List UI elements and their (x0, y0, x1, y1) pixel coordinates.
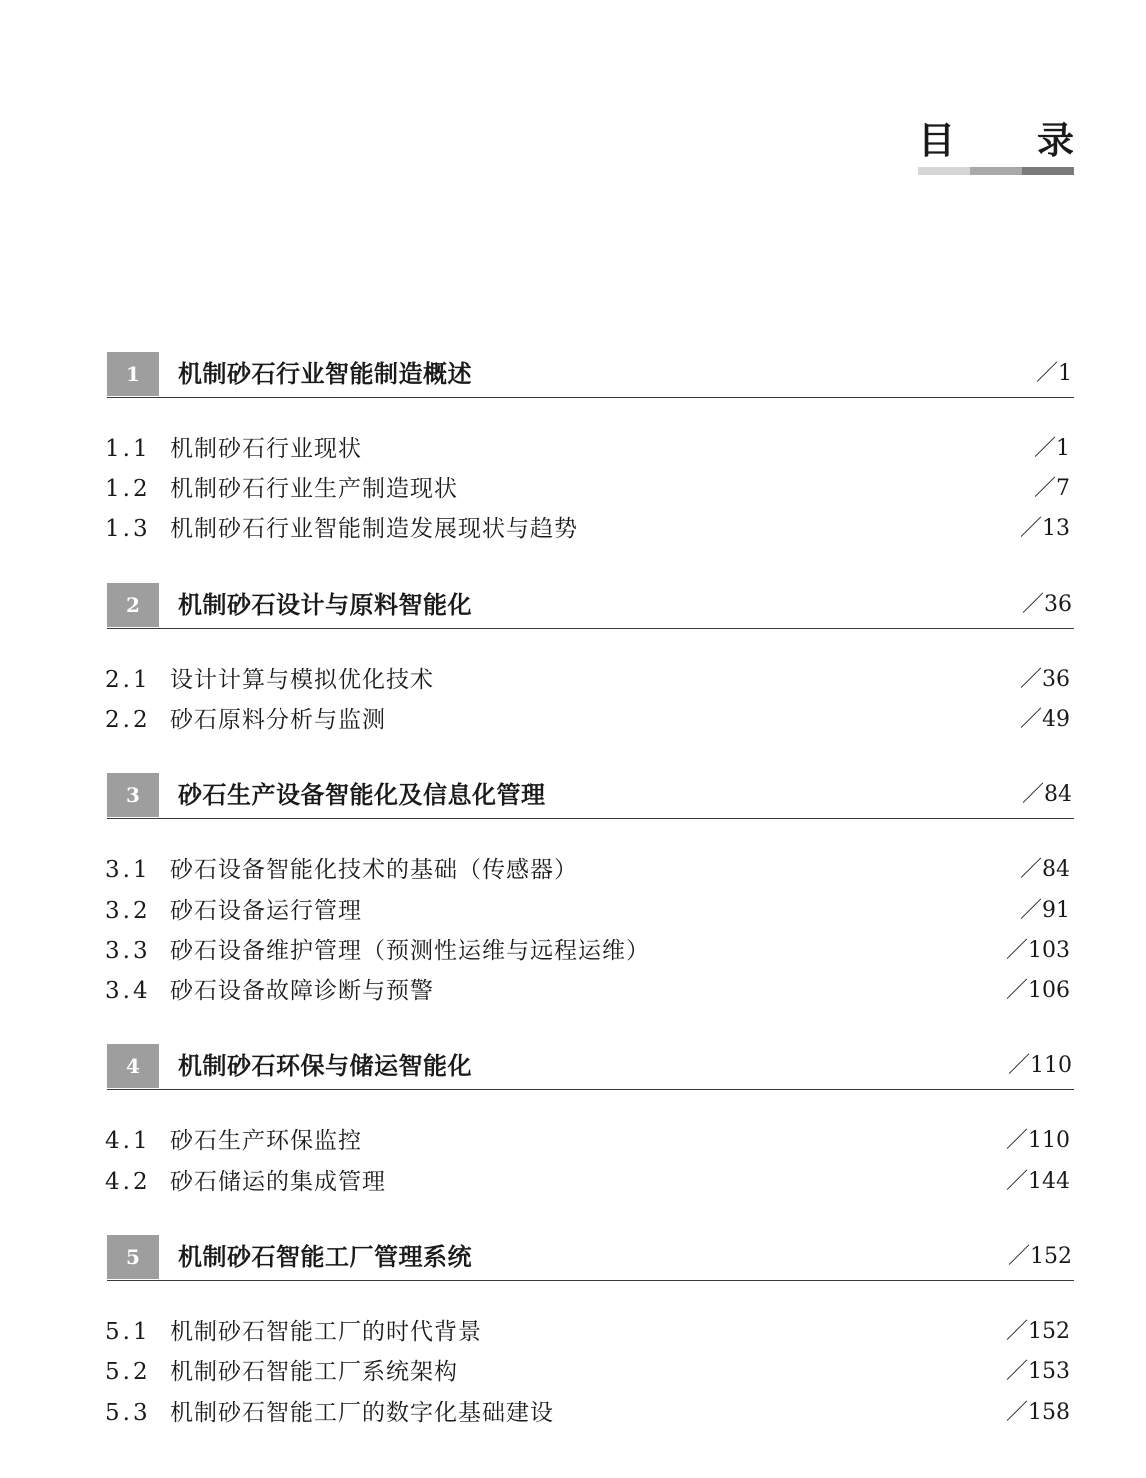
section-number: 5.2 (105, 1359, 151, 1385)
section-title: 砂石设备维护管理（预测性运维与远程运维） (170, 938, 650, 964)
section-page-number: ／1 (1034, 436, 1070, 461)
section-title: 砂石设备智能化技术的基础（传感器） (170, 857, 578, 883)
toc-section-entry[interactable] (105, 893, 1074, 929)
toc-section-entry[interactable] (105, 511, 1074, 547)
section-title: 机制砂石行业生产制造现状 (170, 476, 458, 502)
section-number: 3.3 (105, 938, 151, 964)
section-page-number: ／49 (1020, 707, 1070, 732)
page-title (918, 112, 1074, 162)
section-title: 砂石原料分析与监测 (170, 707, 386, 733)
toc-section-entry[interactable] (105, 1354, 1074, 1390)
section-title: 机制砂石行业智能制造发展现状与趋势 (170, 516, 578, 542)
toc-section-entry[interactable] (105, 662, 1074, 698)
toc-section-entry[interactable] (105, 1123, 1074, 1159)
chapter-title: 砂石生产设备智能化及信息化管理 (178, 781, 546, 809)
chapter-title: 机制砂石设计与原料智能化 (178, 591, 472, 619)
toc-section-entry[interactable] (105, 1164, 1074, 1200)
section-title: 机制砂石智能工厂系统架构 (170, 1359, 458, 1385)
title-underline-bar (918, 167, 1074, 175)
chapter-number-badge: 3 (107, 773, 159, 817)
section-number: 2.2 (105, 707, 151, 733)
chapter-heading-3[interactable] (107, 773, 1074, 819)
toc-section-entry[interactable] (105, 1395, 1074, 1431)
section-page-number: ／153 (1006, 1359, 1070, 1384)
title-bar-segment-dark (1022, 167, 1074, 175)
chapter-title: 机制砂石行业智能制造概述 (178, 360, 472, 388)
toc-section-entry[interactable] (105, 852, 1074, 888)
section-number: 1.3 (105, 516, 151, 542)
toc-section-entry[interactable] (105, 933, 1074, 969)
section-number: 5.3 (105, 1400, 151, 1426)
chapter-heading-4[interactable] (107, 1044, 1074, 1090)
page-title-char-1: 目 (918, 119, 955, 162)
chapter-number-badge: 5 (107, 1235, 159, 1279)
section-page-number: ／36 (1020, 667, 1070, 692)
section-title: 机制砂石智能工厂的时代背景 (170, 1319, 482, 1345)
section-title: 砂石储运的集成管理 (170, 1169, 386, 1195)
toc-section-entry[interactable] (105, 1314, 1074, 1350)
section-page-number: ／144 (1006, 1169, 1070, 1194)
section-title: 设计计算与模拟优化技术 (170, 667, 434, 693)
section-page-number: ／91 (1020, 898, 1070, 923)
page-title-char-2: 录 (1037, 119, 1074, 162)
chapter-page-number: ／36 (1022, 592, 1072, 617)
chapter-heading-1[interactable] (107, 352, 1074, 398)
section-number: 4.2 (105, 1169, 151, 1195)
section-title: 机制砂石智能工厂的数字化基础建设 (170, 1400, 554, 1426)
section-number: 4.1 (105, 1128, 151, 1154)
toc-section-entry[interactable] (105, 702, 1074, 738)
section-title: 砂石设备运行管理 (170, 898, 362, 924)
section-number: 5.1 (105, 1319, 151, 1345)
toc-section-entry[interactable] (105, 431, 1074, 467)
section-title: 砂石设备故障诊断与预警 (170, 978, 434, 1004)
section-page-number: ／106 (1006, 978, 1070, 1003)
section-page-number: ／7 (1034, 476, 1070, 501)
toc-section-entry[interactable] (105, 471, 1074, 507)
section-page-number: ／158 (1006, 1400, 1070, 1425)
section-title: 砂石生产环保监控 (170, 1128, 362, 1154)
chapter-number-badge: 4 (107, 1044, 159, 1088)
chapter-page-number: ／84 (1022, 782, 1072, 807)
section-number: 3.2 (105, 898, 151, 924)
section-page-number: ／84 (1020, 857, 1070, 882)
section-number: 1.2 (105, 476, 151, 502)
chapter-page-number: ／152 (1008, 1244, 1072, 1269)
chapter-page-number: ／110 (1008, 1053, 1072, 1078)
toc-section-entry[interactable] (105, 973, 1074, 1009)
section-title: 机制砂石行业现状 (170, 436, 362, 462)
chapter-title: 机制砂石环保与储运智能化 (178, 1052, 472, 1080)
section-page-number: ／103 (1006, 938, 1070, 963)
section-page-number: ／110 (1006, 1128, 1070, 1153)
chapter-heading-5[interactable] (107, 1235, 1074, 1281)
section-number: 2.1 (105, 667, 151, 693)
chapter-heading-2[interactable] (107, 583, 1074, 629)
section-number: 3.1 (105, 857, 151, 883)
chapter-number-badge: 2 (107, 583, 159, 627)
section-number: 1.1 (105, 436, 151, 462)
section-page-number: ／13 (1020, 516, 1070, 541)
section-page-number: ／152 (1006, 1319, 1070, 1344)
title-bar-segment-light (918, 167, 970, 175)
chapter-title: 机制砂石智能工厂管理系统 (178, 1243, 472, 1271)
chapter-page-number: ／1 (1036, 361, 1072, 386)
section-number: 3.4 (105, 978, 151, 1004)
title-bar-segment-mid (970, 167, 1022, 175)
chapter-number-badge: 1 (107, 352, 159, 396)
